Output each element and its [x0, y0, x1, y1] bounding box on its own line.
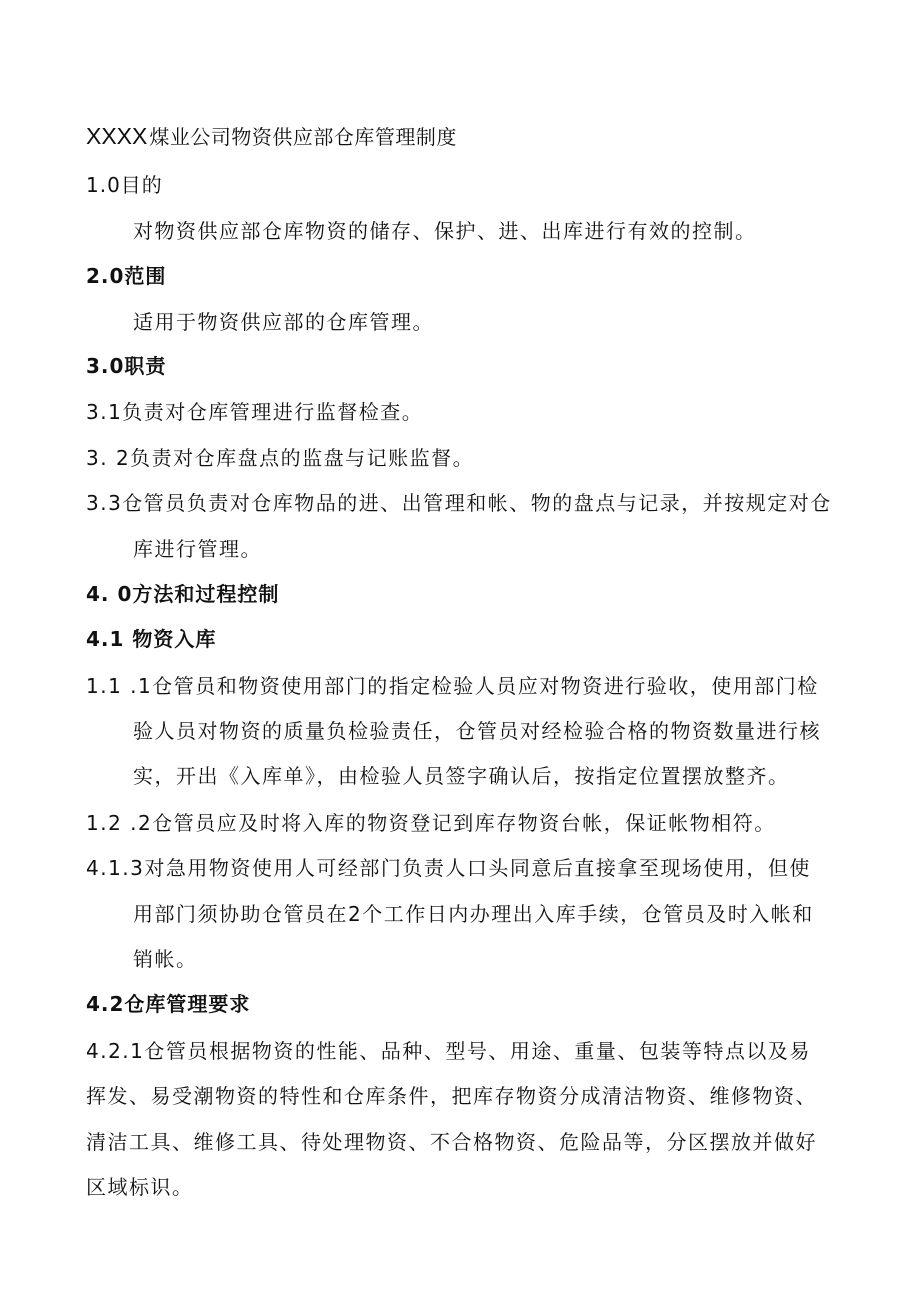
- subsection-heading-4-2: 4.2仓库管理要求: [86, 992, 251, 1016]
- paragraph-line: 库进行管理。: [133, 537, 262, 561]
- paragraph-line: 挥发、易受潮物资的特性和仓库条件，把库存物资分成清洁物资、维修物资、: [86, 1084, 817, 1108]
- paragraph-line: 1.1 .1仓管员和物资使用部门的指定检验人员应对物资进行验收，使用部门检: [86, 674, 819, 698]
- subsection-heading-4-1: 4.1 物资入库: [86, 627, 217, 651]
- paragraph-line: 4.2.1仓管员根据物资的性能、品种、型号、用途、重量、包装等特点以及易: [86, 1039, 811, 1063]
- paragraph-line: 3.3仓管员负责对仓库物品的进、出管理和帐、物的盘点与记录，并按规定对仓: [86, 491, 832, 515]
- paragraph-line: 对物资供应部仓库物资的储存、保护、进、出库进行有效的控制。: [133, 219, 757, 243]
- paragraph-line: 3. 2负责对仓库盘点的监盘与记账监督。: [86, 446, 475, 470]
- title-text: 煤业公司物资供应部仓库管理制度: [149, 125, 457, 149]
- section-heading-3: 3.0职责: [86, 354, 167, 378]
- paragraph-line: 实，开出《入库单》，由检验人员签字确认后，按指定位置摆放整齐。: [133, 764, 790, 788]
- paragraph-line: 1.2 .2仓管员应及时将入库的物资登记到库存物资台帐，保证帐物相符。: [86, 811, 776, 835]
- section-heading-4: 4. 0方法和过程控制: [86, 582, 280, 606]
- section-heading-1: 1.0目的: [86, 173, 163, 197]
- paragraph-line: 区域标识。: [86, 1175, 194, 1199]
- paragraph-line: 验人员对物资的质量负检验责任，仓管员对经检验合格的物资数量进行核: [133, 719, 821, 743]
- paragraph-line: 清洁工具、维修工具、待处理物资、不合格物资、危险品等，分区摆放并做好: [86, 1130, 817, 1154]
- paragraph-line: 用部门须协助仓管员在2个工作日内办理出入库手续，仓管员及时入帐和: [133, 902, 814, 926]
- paragraph-line: 4.1.3对急用物资使用人可经部门负责人口头同意后直接拿至现场使用，但使: [86, 856, 811, 880]
- paragraph-line: 适用于物资供应部的仓库管理。: [133, 310, 434, 334]
- paragraph-line: 3.1负责对仓库管理进行监督检查。: [86, 400, 424, 424]
- title-brand: XXXX: [86, 123, 148, 149]
- paragraph-line: 销帐。: [133, 947, 198, 971]
- section-heading-2: 2.0范围: [86, 264, 167, 288]
- document-title: [86, 122, 457, 151]
